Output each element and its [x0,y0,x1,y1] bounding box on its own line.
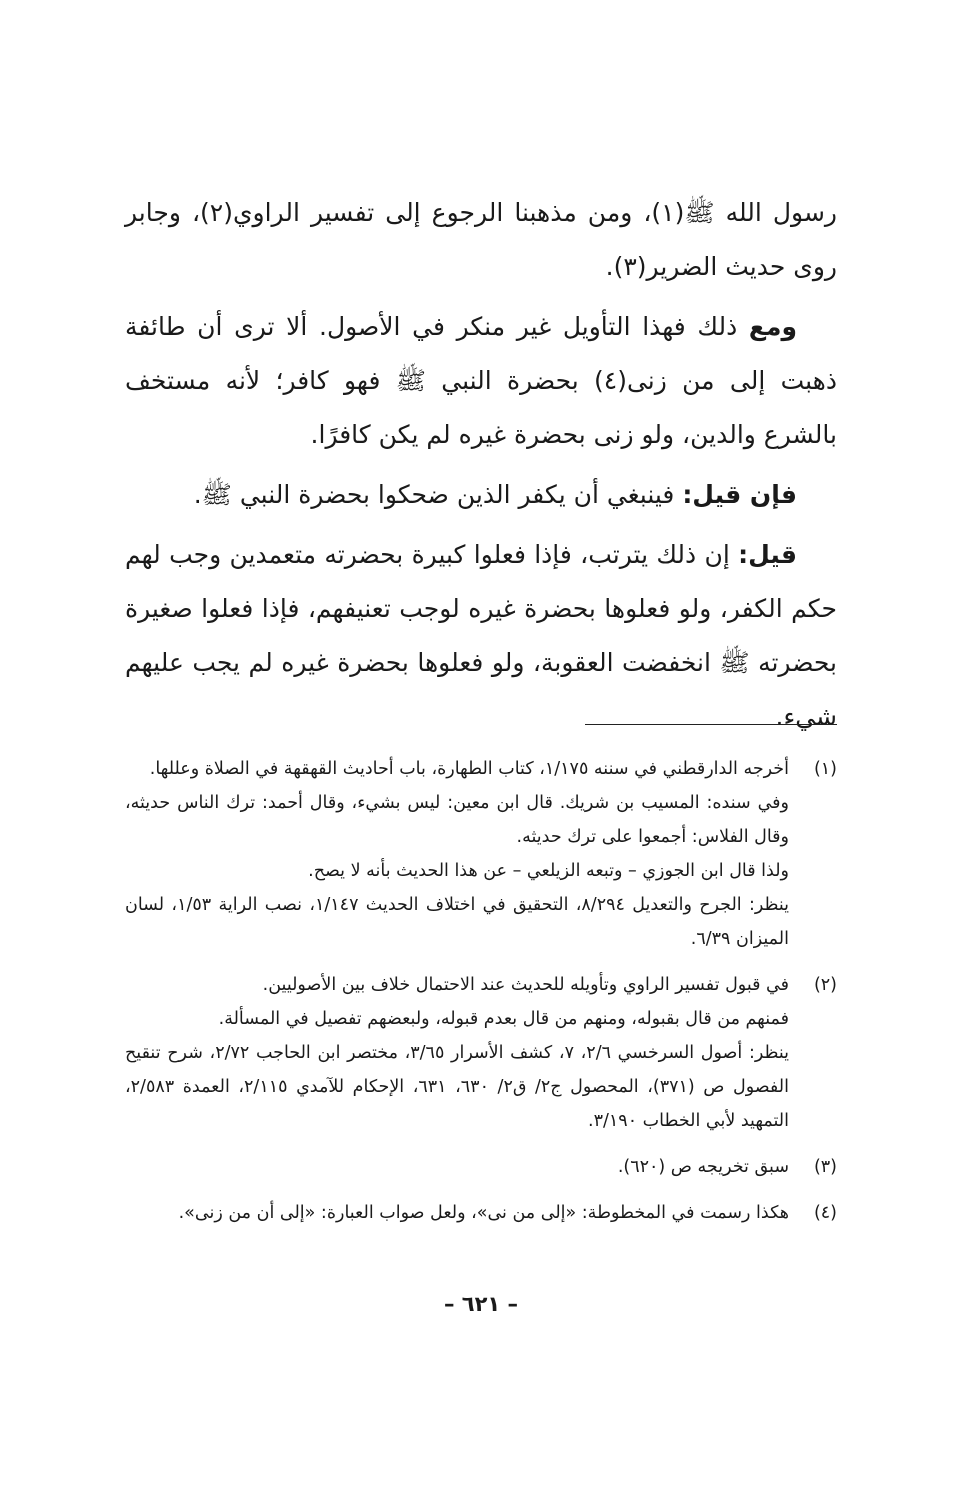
paragraph-text: رسول الله ﷺ(١)، ومن مذهبنا الرجوع إلى تفسير الراوي(٢)، وجابر روى حديث الضرير(٣). [125,198,837,281]
footnote-line: ينظر: الجرح والتعديل ٨/٢٩٤، التحقيق في اختلاف الحديث ١/١٤٧، نصب الراية ١/٥٣، لسان الميزان ٦/٣٩. [125,895,790,949]
paragraph-text: ذلك فهذا التأويل غير منكر في الأصول. ألا ترى أن طائفة ذهبت إلى من زنى(٤) بحضرة النبي ﷺ فهو كافر؛ لأنه مستخف بالشرع والدين، ولو زنى بحضرة غيره لم يكن كافرًا. [125,312,837,449]
footnote-3 [125,1150,837,1184]
footnote-number: (١) [813,759,837,779]
footnote-line: هكذا رسمت في المخطوطة: «إلى من نى»، ولعل صواب العبارة: «إلى أن من زنى». [178,1203,789,1223]
paragraph-lead: ومع [748,312,797,341]
footnote-1 [125,752,837,956]
footnote-line: أخرجه الدارقطني في سننه ١/١٧٥، كتاب الطهارة، باب أحاديث القهقهة في الصلاة وعللها. [149,759,789,779]
paragraph-2 [125,300,837,462]
footnote-line: وفي سنده: المسيب بن شريك. قال ابن معين: ليس بشيء، وقال أحمد: ترك الناس حديثه، وقال الفلاس: أجمعوا على ترك حديثه. [125,793,789,847]
footnote-line: ولذا قال ابن الجوزي – وتبعه الزيلعي – عن هذا الحديث بأنه لا يصح. [308,861,789,881]
footnote-number: (٤) [813,1203,837,1223]
footnote-body [125,752,789,956]
footnote-line: سبق تخريجه ص (٦٢٠). [617,1157,789,1177]
footnote-body [125,1150,789,1184]
footnote-number: (٣) [813,1157,837,1177]
footnotes [125,752,837,1242]
paragraph-lead: فإن قيل: [682,480,797,509]
footnote-body [125,968,789,1138]
footnote-4 [125,1196,837,1230]
footnote-line: في قبول تفسير الراوي وتأويله للحديث عند الاحتمال خلاف بين الأصوليين. [262,975,789,995]
paragraph-text: فينبغي أن يكفر الذين ضحكوا بحضرة النبي ﷺ. [193,480,683,509]
paragraph-text: إن ذلك يترتب، فإذا فعلوا كبيرة بحضرته متعمدين وجب لهم حكم الكفر، ولو فعلوها بحضرة غيره لوجب تعنيفهم، فإذا فعلوا صغيرة بحضرته ﷺ انخفضت العقوبة، ولو فعلوها بحضرة غيره لم يجب عليهم شيء. [125,540,837,731]
footnote-line: فمنهم من قال بقبوله، ومنهم من قال بعدم قبوله، ولبعضهم تفصيل في المسألة. [218,1009,789,1029]
footnote-line: ينظر: أصول السرخسي ٢/٦، ٧، كشف الأسرار ٣/٦٥، مختصر ابن الحاجب ٢/٧٢، شرح تنقيح الفصول ص (٣٧١)، المحصول ج٢/ ق٢/ ٦٣٠، ٦٣١، الإحكام للآمدي ٢/١١٥، العمدة ٢/٥٨٣، التمهيد لأبي الخطاب ٣/١٩٠. [125,1043,790,1131]
paragraph-4 [125,528,837,744]
main-text [125,186,837,750]
footnote-2 [125,968,837,1138]
footnote-number: (٢) [813,975,837,995]
page-number: – ٦٢١ – [443,1292,519,1316]
paragraph-3 [125,468,837,522]
footnote-separator [585,724,837,725]
footnote-body [125,1196,789,1230]
paragraph-lead: قيل: [738,540,797,569]
paragraph-1 [125,186,837,294]
